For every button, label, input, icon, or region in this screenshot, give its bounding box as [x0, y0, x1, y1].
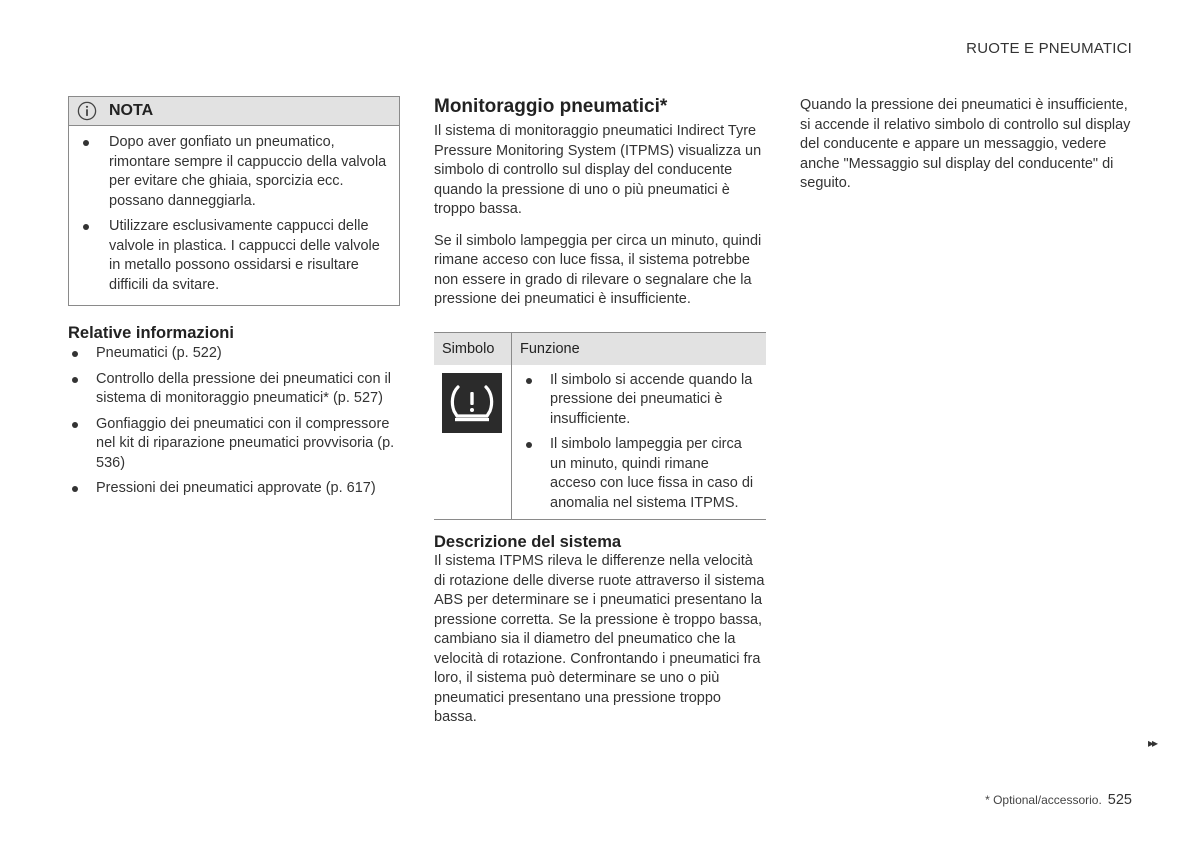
warning-paragraph: Quando la pressione dei pneumatici è insufficiente, si accende il relativo simbolo di controllo sul display del conducente e appare un messaggio, vedere anche "Messaggio sul display del conducente" di seguito. — [800, 97, 1131, 191]
table-row — [434, 365, 766, 520]
section-header: RUOTE E PNEUMATICI — [966, 40, 1132, 57]
note-box — [68, 96, 400, 306]
info-icon — [77, 101, 97, 121]
note-body — [69, 126, 399, 305]
related-heading: Relative informazioni — [68, 324, 234, 342]
page-number: 525 — [1107, 792, 1132, 808]
related-link[interactable]: Controllo della pressione dei pneumatici con il sistema di monitoraggio pneumatici* (p. 527) — [68, 370, 400, 409]
description-heading: Descrizione del sistema — [434, 533, 622, 551]
continue-arrows-icon: ▸▸ — [1148, 736, 1157, 750]
related-link[interactable]: Pressioni dei pneumatici approvate (p. 617) — [68, 479, 400, 499]
related-link[interactable]: Pneumatici (p. 522) — [68, 344, 400, 364]
footnote: * Optional/accessorio. — [985, 793, 1102, 807]
symbol-table — [434, 332, 766, 521]
description-text: Il sistema ITPMS rileva le differenze nella velocità di rotazione delle diverse ruote attraverso il sistema ABS per determinare se i pneumatici presentano la pressione corretta. Se la pressione è troppo bassa, cambiano sia il diametro del pneumatico che la velocità di rotazione. Confrontando i pneumatici fra loro, il sistema può determinare se uno o più pneumatici presentano una pressione troppo bassa. — [434, 553, 765, 725]
col-header-symbol: Simbolo — [434, 332, 512, 365]
left-column — [68, 96, 400, 505]
note-item: Utilizzare esclusivamente cappucci delle valvole in plastica. I cappucci delle valvole in metallo possono ossidarsi e risultare difficili da svitare. — [81, 217, 387, 295]
note-title: NOTA — [109, 102, 154, 119]
related-link[interactable]: Gonfiaggio dei pneumatici con il compressore nel kit di riparazione pneumatici provvisoria (p. 536) — [68, 415, 400, 474]
related-list — [68, 344, 400, 499]
function-item: Il simbolo si accende quando la pressione dei pneumatici è insufficiente. — [522, 371, 758, 430]
right-column — [800, 96, 1132, 194]
page-footer — [985, 792, 1132, 808]
intro-paragraph: Il sistema di monitoraggio pneumatici Indirect Tyre Pressure Monitoring System (ITPMS) visualizza un simbolo di controllo sul display del conducente quando la pressione di uno o più pneumatici è troppo bassa. — [434, 123, 762, 217]
note-header — [69, 97, 399, 126]
middle-column — [434, 96, 766, 728]
note-item: Dopo aver gonfiato un pneumatico, rimontare sempre il cappuccio della valvola per evitare che ghiaia, sporcizia ecc. possano danneggiarla. — [81, 133, 387, 211]
page-title: Monitoraggio pneumatici* — [434, 96, 668, 117]
function-item: Il simbolo lampeggia per circa un minuto, quindi rimane acceso con luce fissa in caso di anomalia nel sistema ITPMS. — [522, 435, 758, 513]
tyre-pressure-warning-icon — [442, 373, 502, 433]
blink-paragraph: Se il simbolo lampeggia per circa un minuto, quindi rimane acceso con luce fissa, il sistema potrebbe non essere in grado di rilevare o segnalare che la pressione dei pneumatici è insufficiente. — [434, 232, 762, 307]
col-header-function: Funzione — [512, 332, 767, 365]
